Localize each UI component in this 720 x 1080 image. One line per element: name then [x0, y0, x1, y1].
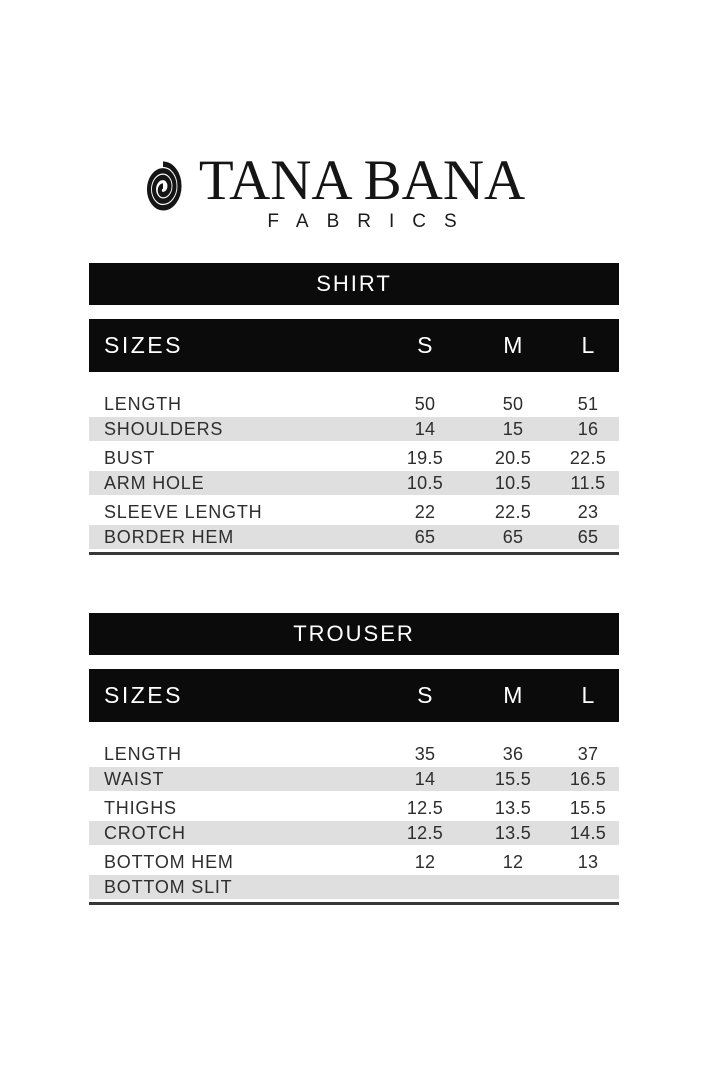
- cell-l: 37: [577, 743, 599, 764]
- table-row: [89, 444, 619, 471]
- row-label: LENGTH: [104, 743, 182, 764]
- cell-l: 13: [577, 851, 599, 872]
- cell-m: 15: [502, 419, 524, 439]
- row-label: ARM HOLE: [104, 473, 205, 493]
- cell-m: 12: [502, 851, 524, 872]
- cell-l: 22.5: [569, 447, 607, 468]
- row-label: SLEEVE LENGTH: [104, 501, 263, 522]
- cell-l: 14.5: [569, 823, 607, 843]
- row-label: THIGHS: [104, 797, 177, 818]
- table-row: [89, 471, 619, 498]
- shirt-section: [89, 263, 619, 555]
- cell-l: 15.5: [569, 797, 607, 818]
- table-row: [89, 794, 619, 821]
- row-label: LENGTH: [104, 393, 182, 414]
- cell-m: 13.5: [494, 823, 532, 843]
- size-column-m: M: [503, 332, 523, 358]
- cell-l: 16: [577, 419, 599, 439]
- cell-s: 12: [414, 851, 436, 872]
- cell-s: 35: [414, 743, 436, 764]
- shirt-table-underline: [89, 552, 619, 555]
- table-row: [89, 417, 619, 444]
- cell-s: 12.5: [406, 797, 444, 818]
- table-row: [89, 821, 619, 848]
- brand-logo: [142, 149, 534, 232]
- size-column-s: S: [417, 682, 433, 708]
- cell-l: 65: [577, 527, 599, 547]
- row-label: BOTTOM HEM: [104, 851, 234, 872]
- cell-m: 15.5: [494, 769, 532, 789]
- table-row: [89, 390, 619, 417]
- trouser-section: [89, 613, 619, 905]
- cell-s: 19.5: [406, 447, 444, 468]
- cell-s: 65: [414, 527, 436, 547]
- table-row: [89, 848, 619, 875]
- cell-s: 14: [414, 769, 436, 789]
- trouser-sizes-header-row: [89, 669, 619, 722]
- trouser-table-underline: [89, 902, 619, 905]
- size-column-l: L: [581, 332, 595, 358]
- cell-s: 12.5: [406, 823, 444, 843]
- cell-m: 65: [502, 527, 524, 547]
- brand-subtitle: FABRICS: [267, 211, 475, 232]
- table-row: [89, 767, 619, 794]
- table-row: [89, 498, 619, 525]
- cell-s: 10.5: [406, 473, 444, 493]
- shirt-title-bar: [89, 263, 619, 305]
- trouser-title: TROUSER: [293, 621, 415, 646]
- cell-s: 22: [414, 501, 436, 522]
- cell-l: 11.5: [570, 473, 606, 493]
- cell-m: 20.5: [494, 447, 532, 468]
- sizes-label: SIZES: [104, 332, 183, 358]
- row-label: WAIST: [104, 769, 165, 789]
- row-label: BOTTOM SLIT: [104, 877, 233, 897]
- spiral-icon: [142, 159, 184, 213]
- cell-m: 10.5: [494, 473, 532, 493]
- row-label: CROTCH: [104, 823, 186, 843]
- cell-m: 50: [502, 393, 524, 414]
- row-label: BUST: [104, 447, 156, 468]
- size-column-l: L: [581, 682, 595, 708]
- cell-l: 51: [577, 393, 599, 414]
- cell-l: 23: [577, 501, 599, 522]
- cell-m: 13.5: [494, 797, 532, 818]
- brand-name: TANA BANA: [198, 149, 526, 212]
- cell-m: 22.5: [494, 501, 532, 522]
- size-column-s: S: [417, 332, 433, 358]
- cell-l: 16.5: [569, 769, 607, 789]
- sizes-label: SIZES: [104, 682, 183, 708]
- shirt-sizes-header-row: [89, 319, 619, 372]
- cell-m: 36: [502, 743, 524, 764]
- row-label: SHOULDERS: [104, 419, 224, 439]
- cell-s: 50: [414, 393, 436, 414]
- cell-s: 14: [414, 419, 436, 439]
- brand-text-block: [190, 149, 534, 232]
- table-row: [89, 525, 619, 552]
- row-label: BORDER HEM: [104, 527, 235, 547]
- shirt-title: SHIRT: [316, 271, 392, 296]
- size-column-m: M: [503, 682, 523, 708]
- trouser-title-bar: [89, 613, 619, 655]
- table-row: [89, 875, 619, 902]
- table-row: [89, 740, 619, 767]
